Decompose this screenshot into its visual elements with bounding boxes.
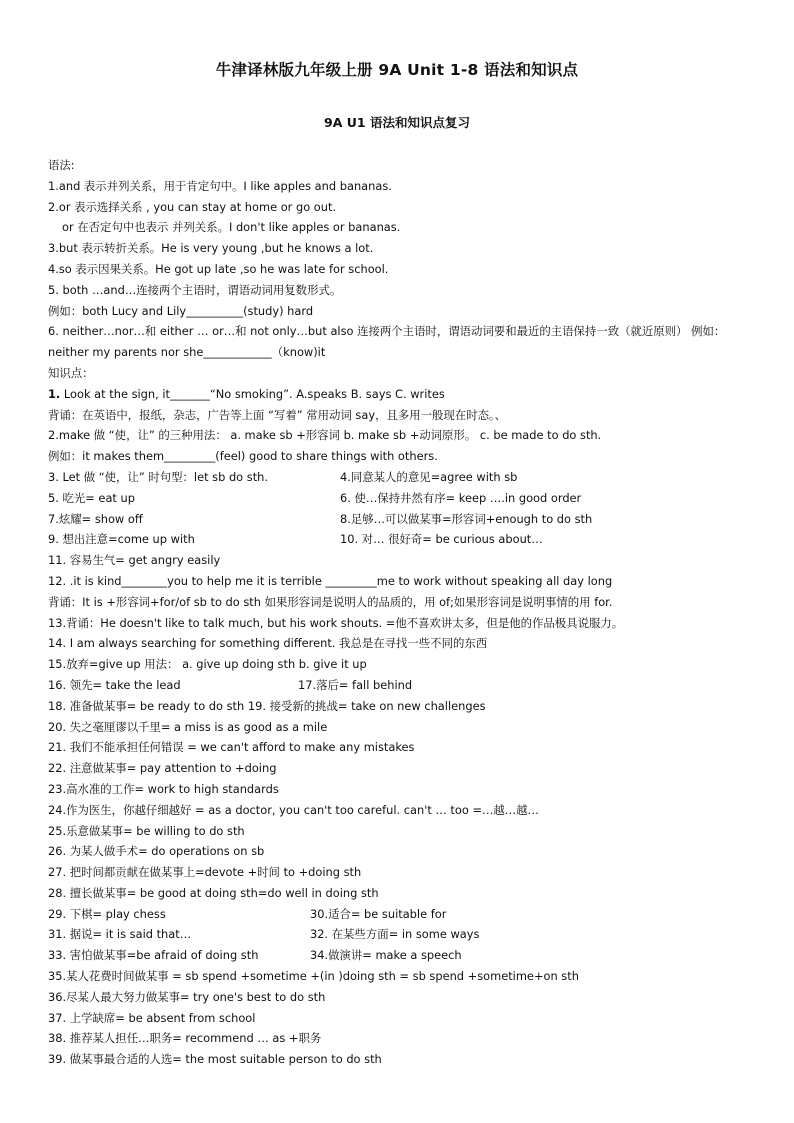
pair-left: 33. 害怕做某事=be afraid of doing sth <box>48 948 259 963</box>
document-title: 牛津译林版九年级上册 9A Unit 1-8 语法和知识点 <box>215 61 579 79</box>
knowledge-line: 11. 容易生气= get angry easily <box>48 553 221 568</box>
grammar-line: or 在否定句中也表示 并列关系。I don't like apples or bananas. <box>62 220 401 235</box>
knowledge-line: 12. .it is kind________you to help me it is terrible _________me to work without speaking all day long <box>48 573 613 588</box>
knowledge-line: 26. 为某人做手术= do operations on sb <box>48 844 265 859</box>
pair-right: 32. 在某些方面= in some ways <box>310 927 480 942</box>
item-text: Look at the sign, it_______“No smoking”. A.speaks B. says C. writes <box>60 386 445 401</box>
grammar-heading: 语法: <box>48 158 75 172</box>
pair-left: 5. 吃光= eat up <box>48 490 135 505</box>
pair-left: 9. 想出注意=come up with <box>48 532 195 547</box>
knowledge-pair <box>48 675 758 696</box>
knowledge-line: 25.乐意做某事= be willing to do sth <box>48 823 245 838</box>
pair-left: 29. 下棋= play chess <box>48 906 166 921</box>
knowledge-line: 28. 擅长做某事= be good at doing sth=do well in doing sth <box>48 885 379 900</box>
knowledge-line: 36.尽某人最大努力做某事= try one's best to do sth <box>48 989 326 1004</box>
knowledge-line: 23.高水准的工作= work to high standards <box>48 781 279 796</box>
knowledge-line: 21. 我们不能承担任何错误 = we can't afford to make any mistakes <box>48 740 415 755</box>
pair-right: 6. 使…保持井然有序= keep ….in good order <box>340 490 582 505</box>
knowledge-pair <box>48 924 758 945</box>
knowledge-heading: 知识点： <box>48 365 94 380</box>
knowledge-line: 38. 推荐某人担任…职务= recommend … as +职务 <box>48 1031 322 1046</box>
knowledge-line: 20. 失之毫厘谬以千里= a miss is as good as a mile <box>48 719 328 734</box>
knowledge-line: 14. I am always searching for something different. 我总是在寻找一些不同的东西 <box>48 636 488 651</box>
pair-right: 17.落后= fall behind <box>298 677 413 692</box>
knowledge-item <box>48 384 758 405</box>
pair-right: 8.足够…可以做某事=形容词+enough to do sth <box>340 511 593 526</box>
knowledge-line: 37. 上学缺席= be absent from school <box>48 1010 256 1025</box>
knowledge-pair <box>48 509 758 530</box>
knowledge-line: 15.放弃=give up 用法： a. give up doing sth b. give it up <box>48 657 367 672</box>
knowledge-line: 18. 准备做某事= be ready to do sth 19. 接受新的挑战= take on new challenges <box>48 698 486 713</box>
document-subtitle: 9A U1 语法和知识点复习 <box>324 115 470 130</box>
grammar-line: 4.so 表示因果关系。He got up late ,so he was late for school. <box>48 261 389 276</box>
knowledge-pair <box>48 488 758 509</box>
pair-left: 7.炫耀= show off <box>48 511 143 526</box>
grammar-line: 例如：both Lucy and Lily__________(study) hard <box>48 303 314 318</box>
knowledge-line: 2.make 做 “使，让” 的三种用法： a. make sb +形容词 b. make sb +动词原形。 c. be made to do sth. <box>48 428 602 443</box>
knowledge-line: 35.某人花费时间做某事 = sb spend +sometime +(in )doing sth = sb spend +sometime+on sth <box>48 969 579 984</box>
pair-left: 3. Let 做 “使，让” 时句型：let sb do sth. <box>48 469 269 484</box>
item-number: 1. <box>48 386 61 401</box>
document-body <box>48 155 758 1070</box>
knowledge-pair <box>48 904 758 925</box>
knowledge-line: 例如：it makes them_________(feel) good to share things with others. <box>48 449 438 464</box>
knowledge-line: 24.作为医生，你越仔细越好 = as a doctor, you can't too careful. can't … too =…越…越… <box>48 802 539 817</box>
pair-left: 31. 据说= it is said that… <box>48 927 192 942</box>
knowledge-line: 13.背诵：He doesn't like to talk much, but his work shouts. =他不喜欢讲太多，但是他的作品极具说服力。 <box>48 615 624 630</box>
pair-right: 4.同意某人的意见=agree with sb <box>340 469 518 484</box>
knowledge-pair <box>48 529 758 550</box>
grammar-line: 1.and 表示并列关系，用于肯定句中。I like apples and bananas. <box>48 178 392 193</box>
pair-right: 34.做演讲= make a speech <box>310 948 462 963</box>
knowledge-line: 39. 做某事最合适的人选= the most suitable person to do sth <box>48 1052 382 1067</box>
knowledge-line: 22. 注意做某事= pay attention to +doing <box>48 761 277 776</box>
pair-right: 10. 对… 很好奇= be curious about… <box>340 532 543 547</box>
grammar-line: 3.but 表示转折关系。He is very young ,but he knows a lot. <box>48 241 374 256</box>
knowledge-line: 27. 把时间都贡献在做某事上=devote +时间 to +doing sth <box>48 865 362 880</box>
grammar-line: 5. both …and…连接两个主语时，谓语动词用复数形式。 <box>48 282 342 297</box>
knowledge-line: 背诵：It is +形容词+for/of sb to do sth 如果形容词是说明人的品质的，用 of;如果形容词是说明事情的用 for. <box>48 594 613 609</box>
pair-right: 30.适合= be suitable for <box>310 906 447 921</box>
knowledge-line: 背诵：在英语中，报纸，杂志，广告等上面 “写着” 常用动词 say，且多用一般现在时态。、 <box>48 407 507 422</box>
knowledge-pair <box>48 945 758 966</box>
grammar-line: 6. neither…nor…和 either … or…和 not only…but also 连接两个主语时，谓语动词要和最近的主语保持一致（就近原则） 例如：neither my parents nor she____________（know)it <box>48 324 726 360</box>
grammar-line: 2.or 表示选择关系 , you can stay at home or go out. <box>48 199 337 214</box>
pair-left: 16. 领先= take the lead <box>48 677 181 692</box>
knowledge-pair <box>48 467 758 488</box>
